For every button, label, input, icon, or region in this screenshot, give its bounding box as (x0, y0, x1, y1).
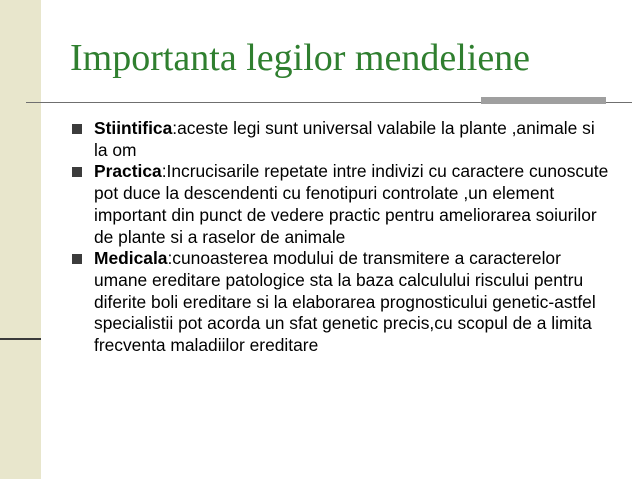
bullet-item-stiintifica (70, 118, 610, 161)
square-bullet-icon (72, 167, 82, 177)
left-bar-divider (0, 338, 41, 340)
bullet-text: :cunoasterea modului de transmitere a caracterelor umane ereditare patologice sta la baza calculului riscului pentru diferite boli ereditare si la elaborarea prognosticului genetic-astfel specialistii pot acorda un sfat genetic precis,cu scopul de a limita frecventa maladiilor ereditare (94, 248, 596, 356)
slide-title: Importanta legilor mendeliene (70, 37, 531, 79)
bullet-list (70, 118, 610, 357)
bullet-text: :aceste legi sunt universal valabile la plante ,animale si la om (94, 118, 595, 160)
left-decorative-bar (0, 0, 41, 479)
bullet-term: Practica (94, 161, 162, 182)
square-bullet-icon (72, 124, 82, 134)
title-underline-accent (481, 97, 606, 104)
bullet-term: Medicala (94, 248, 168, 269)
bullet-item-medicala (70, 248, 610, 357)
square-bullet-icon (72, 254, 82, 264)
bullet-item-practica (70, 161, 610, 248)
bullet-term: Stiintifica (94, 118, 173, 138)
bullet-text: :Incrucisarile repetate intre indivizi cu caractere cunoscute pot duce la descendenti cu fenotipuri controlate ,un element important din punct de vedere practic pentru ameliorarea soiurilor de plante si a raselor de animale (94, 161, 609, 247)
